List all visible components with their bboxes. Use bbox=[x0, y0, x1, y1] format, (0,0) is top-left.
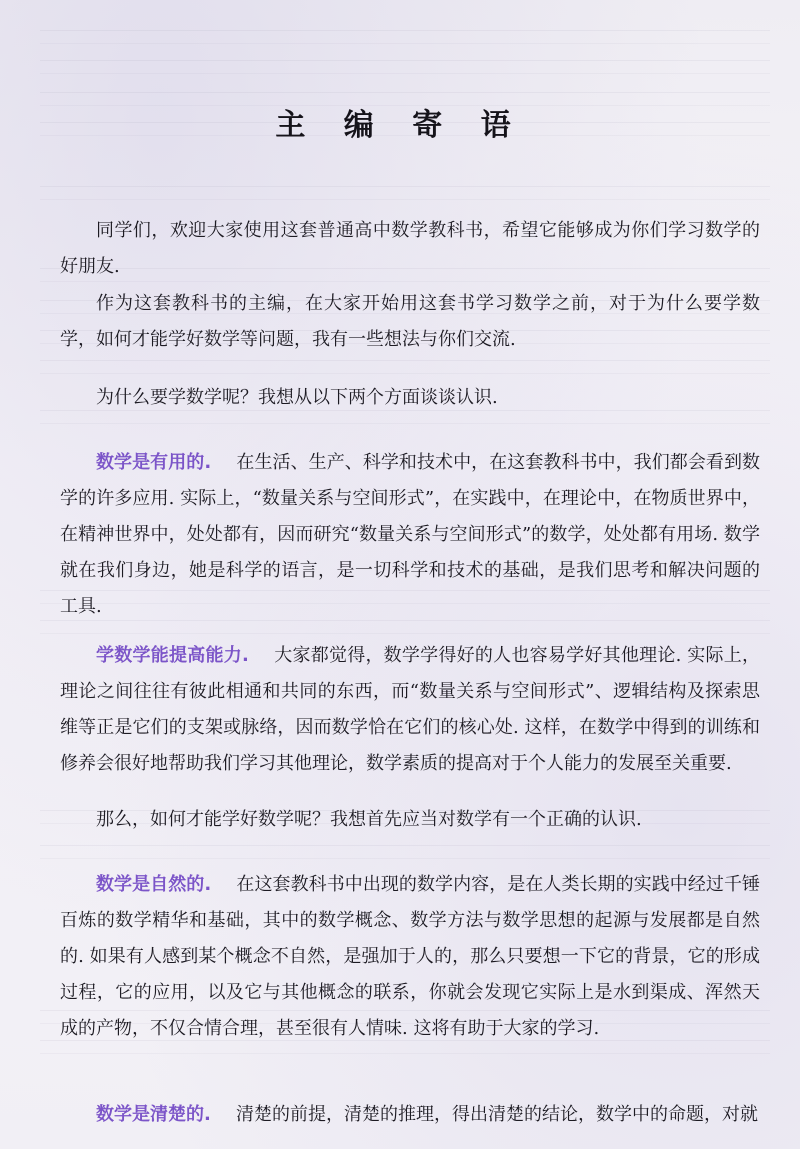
paragraph-text: 同学们，欢迎大家使用这套普通高中数学教科书，希望它能够成为你们学习数学的好朋友. bbox=[60, 220, 760, 277]
paragraph-math-is-natural bbox=[60, 867, 760, 1047]
paragraph-heading: 数学是自然的. bbox=[96, 874, 212, 895]
paragraph-heading: 学数学能提高能力. bbox=[96, 645, 249, 666]
paragraph-heading: 数学是有用的. bbox=[96, 452, 212, 473]
paragraph-text: 大家都觉得，数学学得好的人也容易学好其他理论. 实际上，理论之间往往有彼此相通和共同的东西，而“数量关系与空间形式”、逻辑结构及探索思维等正是它们的支架或脉络，因而数学恰在它们的核心处. 这样，在数学中得到的训练和修养会很好地帮助我们学习其他理论，数学素质的提高对于个人能力的发展至关重要. bbox=[60, 645, 760, 774]
paragraph-text: 在这套教科书中出现的数学内容，是在人类长期的实践中经过千锤百炼的数学精华和基础，其中的数学概念、数学方法与数学思想的起源与发展都是自然的. 如果有人感到某个概念不自然，是强加于人的，那么只要想一下它的背景，它的形成过程，它的应用，以及它与其他概念的联系，你就会发现它实际上是水到渠成、浑然天成的产物，不仅合情合理，甚至很有人情味. 这将有助于大家的学习. bbox=[60, 874, 761, 1039]
paragraph-greeting bbox=[60, 213, 760, 285]
paragraph-text: 在生活、生产、科学和技术中，在这套教科书中，我们都会看到数学的许多应用. 实际上，“数量关系与空间形式”，在实践中，在理论中，在物质世界中，在精神世界中，处处都有，因而研究“数量关系与空间形式”的数学，处处都有用场. 数学就在我们身边，她是科学的语言，是一切科学和技术的基础，是我们思考和解决问题的工具. bbox=[60, 452, 761, 617]
page-title: 主 编 寄 语 bbox=[275, 108, 525, 143]
paragraph-improves-ability bbox=[60, 638, 760, 782]
paragraph-math-is-clear bbox=[60, 1097, 760, 1133]
paragraph-text: 为什么要学数学呢？我想从以下两个方面谈谈认识. bbox=[96, 387, 498, 408]
paragraph-math-is-useful bbox=[60, 445, 760, 625]
paragraph-text: 作为这套教科书的主编，在大家开始用这套书学习数学之前，对于为什么要学数学，如何才能学好数学等问题，我有一些想法与你们交流. bbox=[60, 293, 760, 350]
paragraph-text: 清楚的前提，清楚的推理，得出清楚的结论，数学中的命题，对就 bbox=[236, 1104, 759, 1125]
paragraph-text: 那么，如何才能学好数学呢？我想首先应当对数学有一个正确的认识. bbox=[96, 809, 642, 830]
paragraph-why-question bbox=[60, 380, 760, 416]
paragraph-heading: 数学是清楚的. bbox=[96, 1104, 211, 1125]
paragraph-intro bbox=[60, 286, 760, 358]
paragraph-how-question bbox=[60, 802, 760, 838]
